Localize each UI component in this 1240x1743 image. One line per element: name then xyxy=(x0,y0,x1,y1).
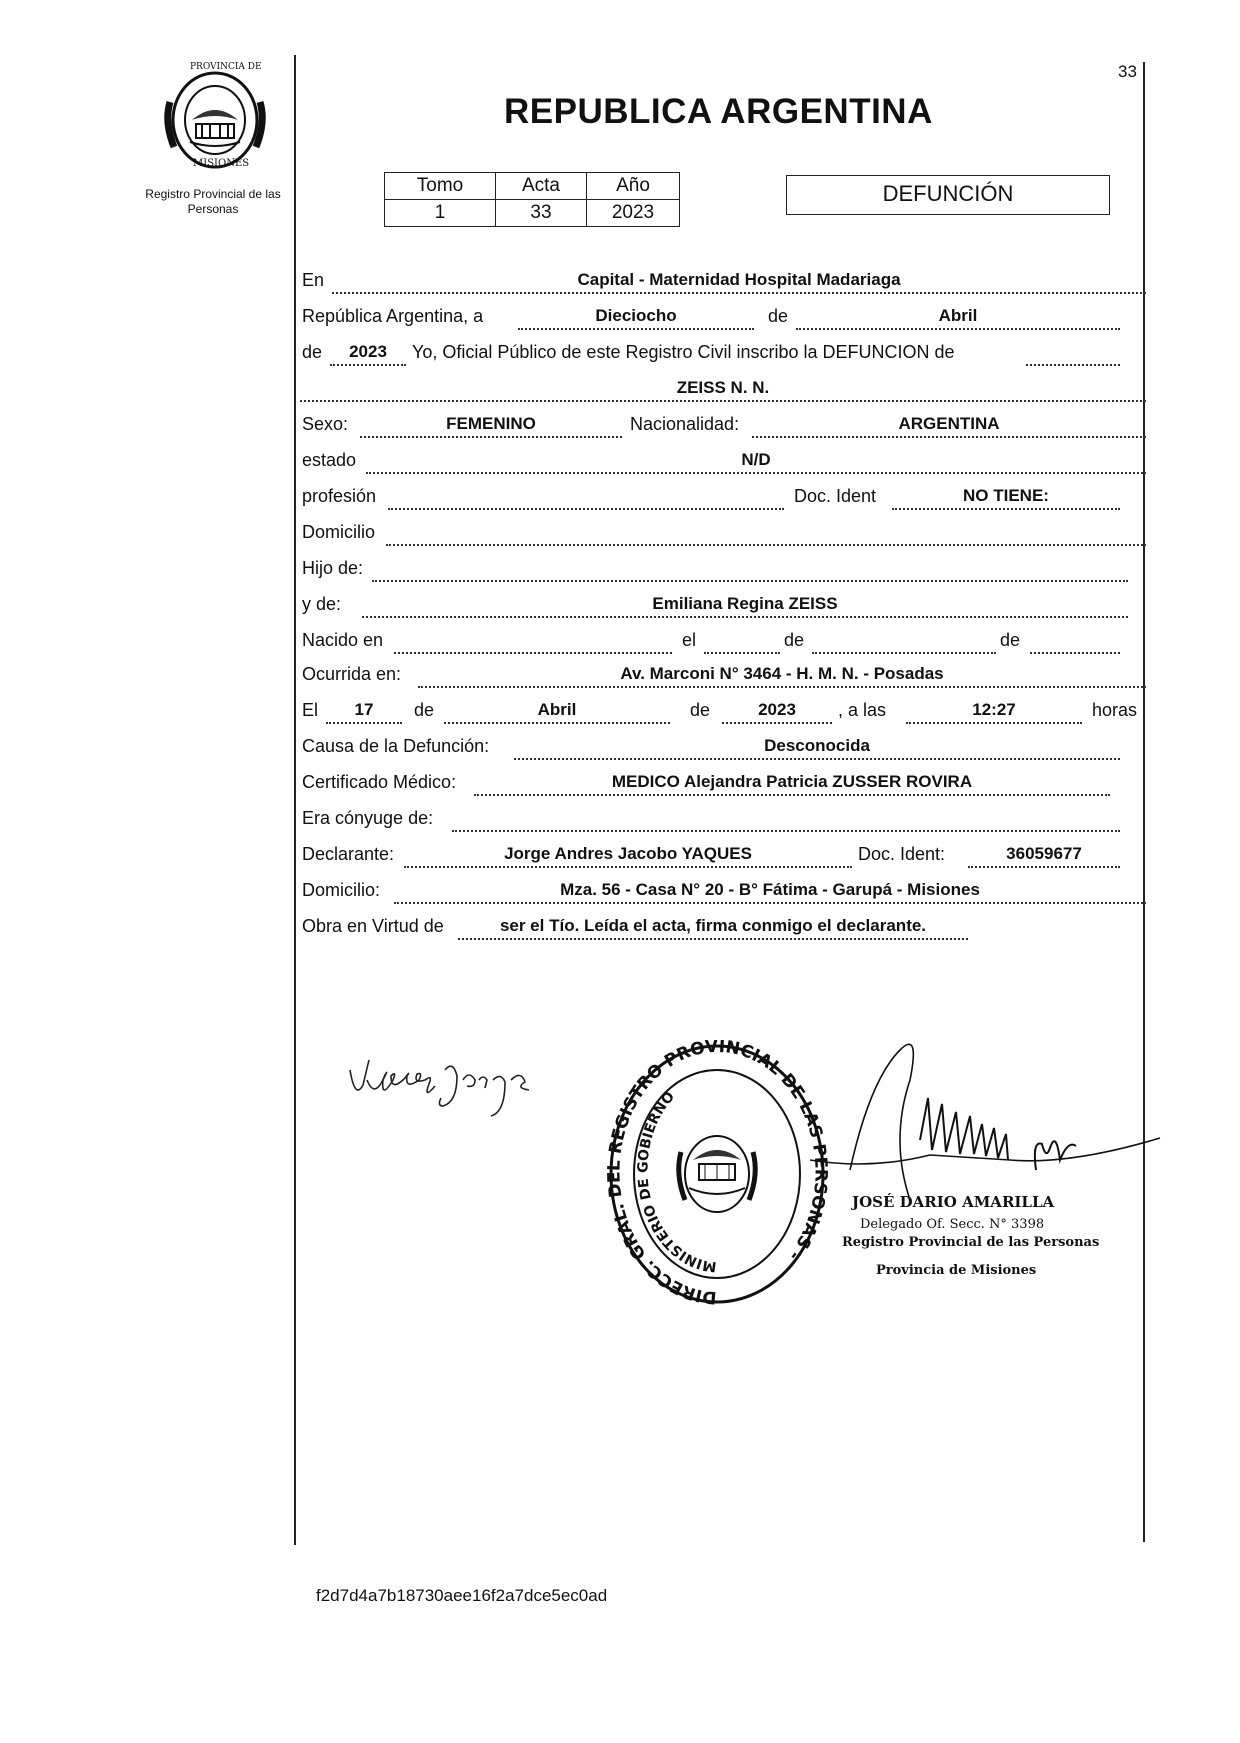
de-label-1: de xyxy=(768,306,789,326)
nacido-lugar xyxy=(394,630,672,654)
row-yde xyxy=(300,588,1150,618)
declarant-signature xyxy=(345,1040,555,1120)
doc-ident-label: Doc. Ident xyxy=(794,486,877,506)
official-signature xyxy=(810,1020,1170,1220)
hijo-label: Hijo de: xyxy=(302,558,364,578)
nombre-value: ZEISS N. N. xyxy=(300,378,1146,402)
row-estado xyxy=(300,444,1150,474)
nacionalidad-label: Nacionalidad: xyxy=(630,414,740,434)
el2-anio: 2023 xyxy=(722,700,832,724)
logo-ring-top-text: PROVINCIA DE xyxy=(190,62,262,72)
official-province: Provincia de Misiones xyxy=(876,1263,1037,1278)
dia-value: Dieciocho xyxy=(518,306,754,330)
sexo-label: Sexo: xyxy=(302,414,349,434)
row-declarante xyxy=(300,838,1150,868)
el-label: el xyxy=(682,630,697,650)
row-obra xyxy=(300,910,1150,940)
nacionalidad-value: ARGENTINA xyxy=(752,414,1146,438)
anio-value: 2023 xyxy=(587,200,680,227)
obra-label: Obra en Virtud de xyxy=(302,916,444,936)
hijo-value xyxy=(372,558,1128,582)
official-seal xyxy=(605,1040,830,1308)
logo-ring-bottom-text: MISIONES xyxy=(193,158,250,169)
row-republica xyxy=(300,300,1150,330)
estado-value: N/D xyxy=(366,450,1146,474)
profesion-value xyxy=(388,486,784,510)
row-nombre xyxy=(300,372,1150,402)
de-label-2: de xyxy=(302,342,323,362)
acta-label: Acta xyxy=(496,173,587,200)
yde-label: y de: xyxy=(302,594,342,614)
nacido-anio xyxy=(1030,630,1120,654)
acta-value: 33 xyxy=(496,200,587,227)
inscribo-text: Yo, Oficial Público de este Registro Civil inscribo la DEFUNCION de xyxy=(412,342,955,362)
anio-inscripcion-value: 2023 xyxy=(330,342,406,366)
tomo-value: 1 xyxy=(385,200,496,227)
sexo-value: FEMENINO xyxy=(360,414,622,438)
row-domicilio2 xyxy=(300,874,1150,904)
tomo-label: Tomo xyxy=(385,173,496,200)
horas-label: horas xyxy=(1092,700,1138,720)
left-margin-rule xyxy=(294,55,296,1545)
domicilio-value xyxy=(386,522,1146,546)
de-label-4: de xyxy=(1000,630,1021,650)
row-inscribo xyxy=(300,336,1150,366)
yde-value: Emiliana Regina ZEISS xyxy=(362,594,1128,618)
en-label: En xyxy=(302,270,325,290)
conyuge-label: Era cónyuge de: xyxy=(302,808,434,828)
nacido-label: Nacido en xyxy=(302,630,384,650)
seal-outer-text: DIRECC. GRAL. DEL REGISTRO PROVINCIAL DE LAS PERSONAS - xyxy=(605,1040,830,1308)
row-fecha-defuncion xyxy=(300,694,1160,724)
record-table xyxy=(384,172,680,227)
nacido-mes xyxy=(812,630,996,654)
causa-value: Desconocida xyxy=(514,736,1120,760)
row-sexo xyxy=(300,408,1150,438)
row-domicilio xyxy=(300,516,1150,546)
official-role: Delegado Of. Secc. N° 3398 xyxy=(860,1217,1045,1232)
domicilio-label: Domicilio xyxy=(302,522,376,542)
row-causa xyxy=(300,730,1150,760)
inscribo-trailing xyxy=(1026,342,1120,366)
de-label-5: de xyxy=(414,700,435,720)
official-registry: Registro Provincial de las Personas xyxy=(842,1235,1100,1250)
certificado-label: Certificado Médico: xyxy=(302,772,457,792)
alas-label: , a las xyxy=(838,700,887,720)
declarante-label: Declarante: xyxy=(302,844,395,864)
declarante-value: Jorge Andres Jacobo YAQUES xyxy=(404,844,852,868)
domicilio2-value: Mza. 56 - Casa N° 20 - B° Fátima - Garupá - Misiones xyxy=(394,880,1146,904)
row-nacido xyxy=(300,624,1150,654)
de-label-3: de xyxy=(784,630,805,650)
estado-label: estado xyxy=(302,450,357,470)
anio-label: Año xyxy=(587,173,680,200)
row-ocurrida xyxy=(300,658,1150,688)
en-value: Capital - Maternidad Hospital Madariaga xyxy=(332,270,1146,294)
doc-ident2-label: Doc. Ident: xyxy=(858,844,946,864)
ocurrida-label: Ocurrida en: xyxy=(302,664,402,684)
obra-value: ser el Tío. Leída el acta, firma conmigo el declarante. xyxy=(458,916,968,940)
seal-inner-text: MINISTERIO DE GOBIERNO xyxy=(635,1088,718,1275)
page-number: 33 xyxy=(1118,62,1137,81)
nacido-dia xyxy=(704,630,780,654)
el2-mes: Abril xyxy=(444,700,670,724)
svg-text:MINISTERIO DE GOBIERNO xyxy=(635,1089,717,1275)
mes-value: Abril xyxy=(796,306,1120,330)
el2-label: El xyxy=(302,700,319,720)
el2-dia: 17 xyxy=(326,700,402,724)
doc-ident2-value: 36059677 xyxy=(968,844,1120,868)
doc-ident-value: NO TIENE: xyxy=(892,486,1120,510)
row-en xyxy=(300,264,1150,294)
document-hash: f2d7d4a7b18730aee16f2a7dce5ec0ad xyxy=(316,1586,608,1605)
page-title: REPUBLICA ARGENTINA xyxy=(504,92,933,131)
row-conyuge xyxy=(300,802,1150,832)
de-label-6: de xyxy=(690,700,711,720)
ocurrida-value: Av. Marconi N° 3464 - H. M. N. - Posadas xyxy=(418,664,1146,688)
row-profesion xyxy=(300,480,1150,510)
republica-label: República Argentina, a xyxy=(302,306,484,326)
causa-label: Causa de la Defunción: xyxy=(302,736,490,756)
domicilio2-label: Domicilio: xyxy=(302,880,381,900)
profesion-label: profesión xyxy=(302,486,377,506)
row-certificado xyxy=(300,766,1150,796)
certificado-value: MEDICO Alejandra Patricia ZUSSER ROVIRA xyxy=(474,772,1110,796)
row-hijo xyxy=(300,552,1150,582)
conyuge-value xyxy=(452,808,1120,832)
logo-caption: Registro Provincial de las Personas xyxy=(145,187,281,216)
official-name: JOSÉ DARIO AMARILLA xyxy=(852,1193,1055,1211)
record-type-box: DEFUNCIÓN xyxy=(786,175,1110,215)
hora-value: 12:27 xyxy=(906,700,1082,724)
